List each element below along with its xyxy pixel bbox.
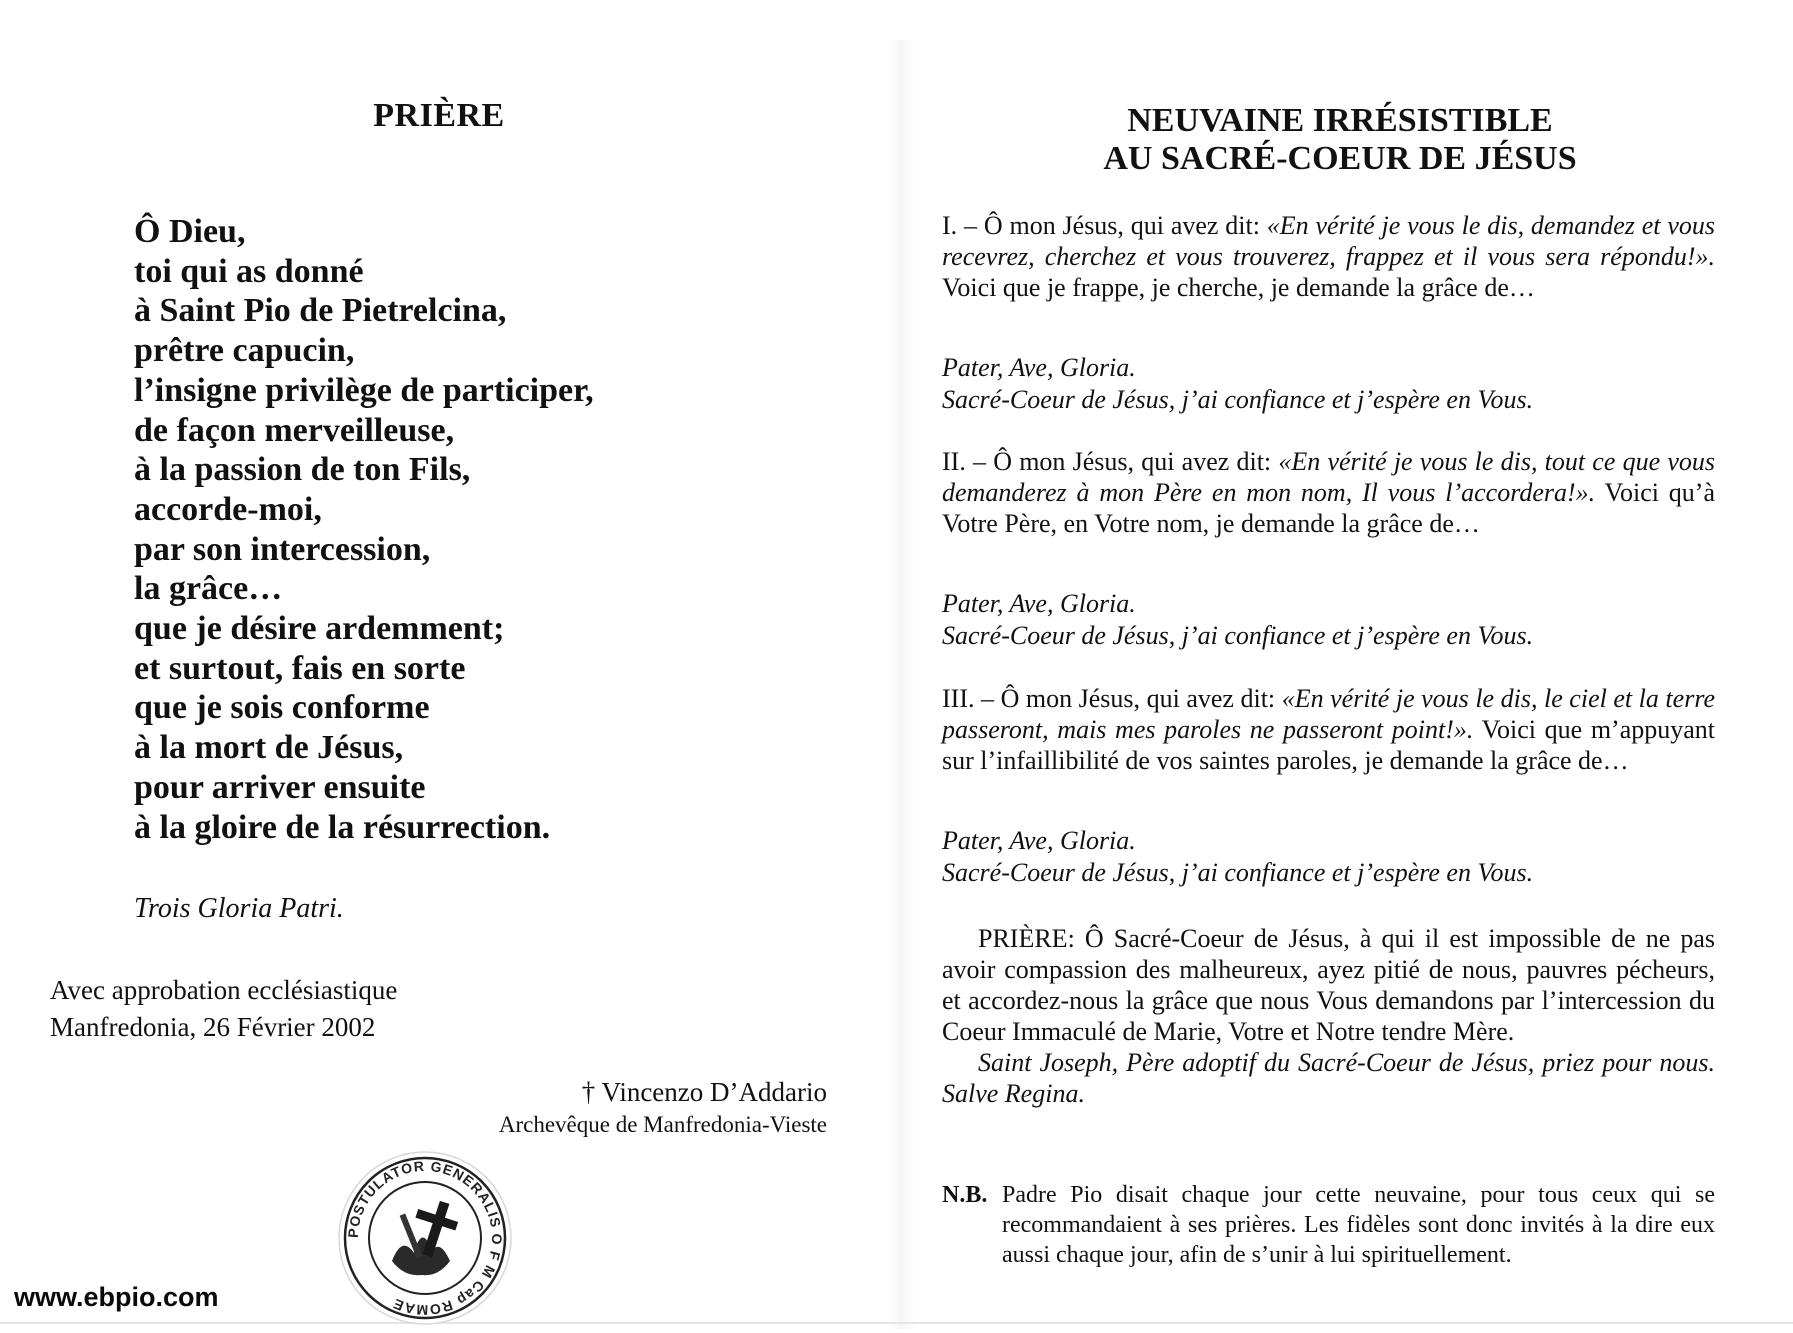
prayer-line: la grâce… [134, 570, 283, 608]
refrain-pater: Pater, Ave, Gloria. [942, 826, 1136, 855]
section-quote: «En vérité je vous le dis, le ciel et la terre passeront, mais mes paroles ne passeront point!». [942, 684, 1716, 744]
approbation-date: Manfredonia, 26 Février 2002 [50, 1012, 376, 1042]
refrain-3 [942, 825, 1715, 889]
prayer-line: Ô Dieu, [134, 213, 246, 250]
novena-section-1 [942, 210, 1715, 303]
section-number: II. [942, 447, 966, 476]
prayer-line: à la mort de Jésus, [134, 729, 404, 767]
section-intro: – Ô mon Jésus, qui avez dit: [973, 447, 1279, 476]
page-edge [0, 1322, 1793, 1324]
postulator-seal-stamp [330, 1143, 520, 1333]
section-number: III. [942, 684, 975, 713]
novena-section-3 [942, 683, 1715, 776]
prayer-line: et surtout, fais en sorte [134, 649, 466, 687]
refrain-sacred-heart: Sacré-Coeur de Jésus, j’ai confiance et j’espère en Vous. [942, 858, 1534, 887]
section-quote: «En vérité je vous le dis, demandez et vous recevrez, cherchez et vous trouverez, frappez et il vous sera répondu!». [942, 211, 1715, 271]
final-invocation-text: Saint Joseph, Père adoptif du Sacré-Coeur de Jésus, priez pour nous. Salve Regina. [942, 1048, 1715, 1108]
gloria-note: Trois Gloria Patri. [134, 893, 344, 924]
final-prayer-text: PRIÈRE: Ô Sacré-Coeur de Jésus, à qui il est impossible de ne pas avoir compassion des malheureux, ayez pitié de nous, pauvres pécheurs, et accordez-nous la grâce que nous Vous demandons par l’intercession du Coeur Immaculé de Marie, Votre et Notre tendre Mère. [942, 924, 1715, 1046]
signature-name: † Vincenzo D’Addario [581, 1077, 827, 1107]
signature-title: Archevêque de Manfredonia-Vieste [498, 1112, 827, 1137]
prayer-title: PRIÈRE [373, 97, 505, 134]
refrain-sacred-heart: Sacré-Coeur de Jésus, j’ai confiance et j’espère en Vous. [942, 385, 1534, 414]
prayer-line: accorde-moi, [134, 490, 322, 528]
prayer-line: à Saint Pio de Pietrelcina, [134, 292, 507, 330]
prayer-line: que je sois conforme [134, 689, 430, 727]
prayer-line: toi qui as donné [134, 252, 364, 290]
nota-bene [942, 1180, 1715, 1270]
section-quote: «En vérité je vous le dis, tout ce que vous demanderez à mon Père en mon nom, Il vous l’accordera!». [942, 447, 1715, 507]
novena-section-2 [942, 446, 1715, 539]
approbation [50, 972, 397, 1046]
novena-title-line-2: AU SACRÉ-COEUR DE JÉSUS [1103, 140, 1577, 177]
prayer-line: à la gloire de la résurrection. [134, 808, 551, 846]
website-url: www.ebpio.com [14, 1282, 219, 1312]
section-request: Voici que je frappe, je cherche, je demande la grâce de… [942, 273, 1535, 302]
final-prayer [942, 923, 1715, 1109]
refrain-pater: Pater, Ave, Gloria. [942, 589, 1136, 618]
refrain-1 [942, 352, 1715, 416]
page-fold [886, 40, 916, 1329]
prayer-line: pour arriver ensuite [134, 768, 426, 806]
refrain-pater: Pater, Ave, Gloria. [942, 353, 1136, 382]
prayer-line: à la passion de ton Fils, [134, 451, 471, 489]
refrain-2 [942, 588, 1715, 652]
final-invocation [942, 1047, 1715, 1109]
prayer-line: prêtre capucin, [134, 332, 355, 370]
nb-text: Padre Pio disait chaque jour cette neuvaine, pour tous ceux qui se recommandaient à ses prières. Les fidèles sont donc invités à la dire eux aussi chaque jour, afin de s’unir à lui spirituellement. [1002, 1182, 1715, 1268]
section-request: Voici que m’appuyant sur l’infaillibilité de vos saintes paroles, je demande la grâce de… [942, 715, 1716, 775]
section-request: Voici qu’à Votre Père, en Votre nom, je demande la grâce de… [942, 478, 1716, 538]
prayer-line: de façon merveilleuse, [134, 411, 455, 449]
approbation-line: Avec approbation ecclésiastique [50, 975, 398, 1005]
section-intro: – Ô mon Jésus, qui avez dit: [964, 211, 1267, 240]
prayer-line: par son intercession, [134, 530, 431, 568]
prayer-line: l’insigne privilège de participer, [134, 371, 594, 409]
novena-title-line-1: NEUVAINE IRRÉSISTIBLE [1127, 102, 1553, 139]
svg-text:POSTULATOR GENERALIS O F M Cap: POSTULATOR GENERALIS O F M Cap ROMAE [344, 1157, 506, 1319]
prayer-line: que je désire ardemment; [134, 610, 505, 648]
novena-title [1020, 102, 1660, 178]
nb-label: N.B. [942, 1182, 988, 1208]
section-number: I. [942, 211, 958, 240]
refrain-sacred-heart: Sacré-Coeur de Jésus, j’ai confiance et j’espère en Vous. [942, 621, 1534, 650]
section-intro: – Ô mon Jésus, qui avez dit: [981, 684, 1282, 713]
prayer-text [134, 212, 594, 847]
